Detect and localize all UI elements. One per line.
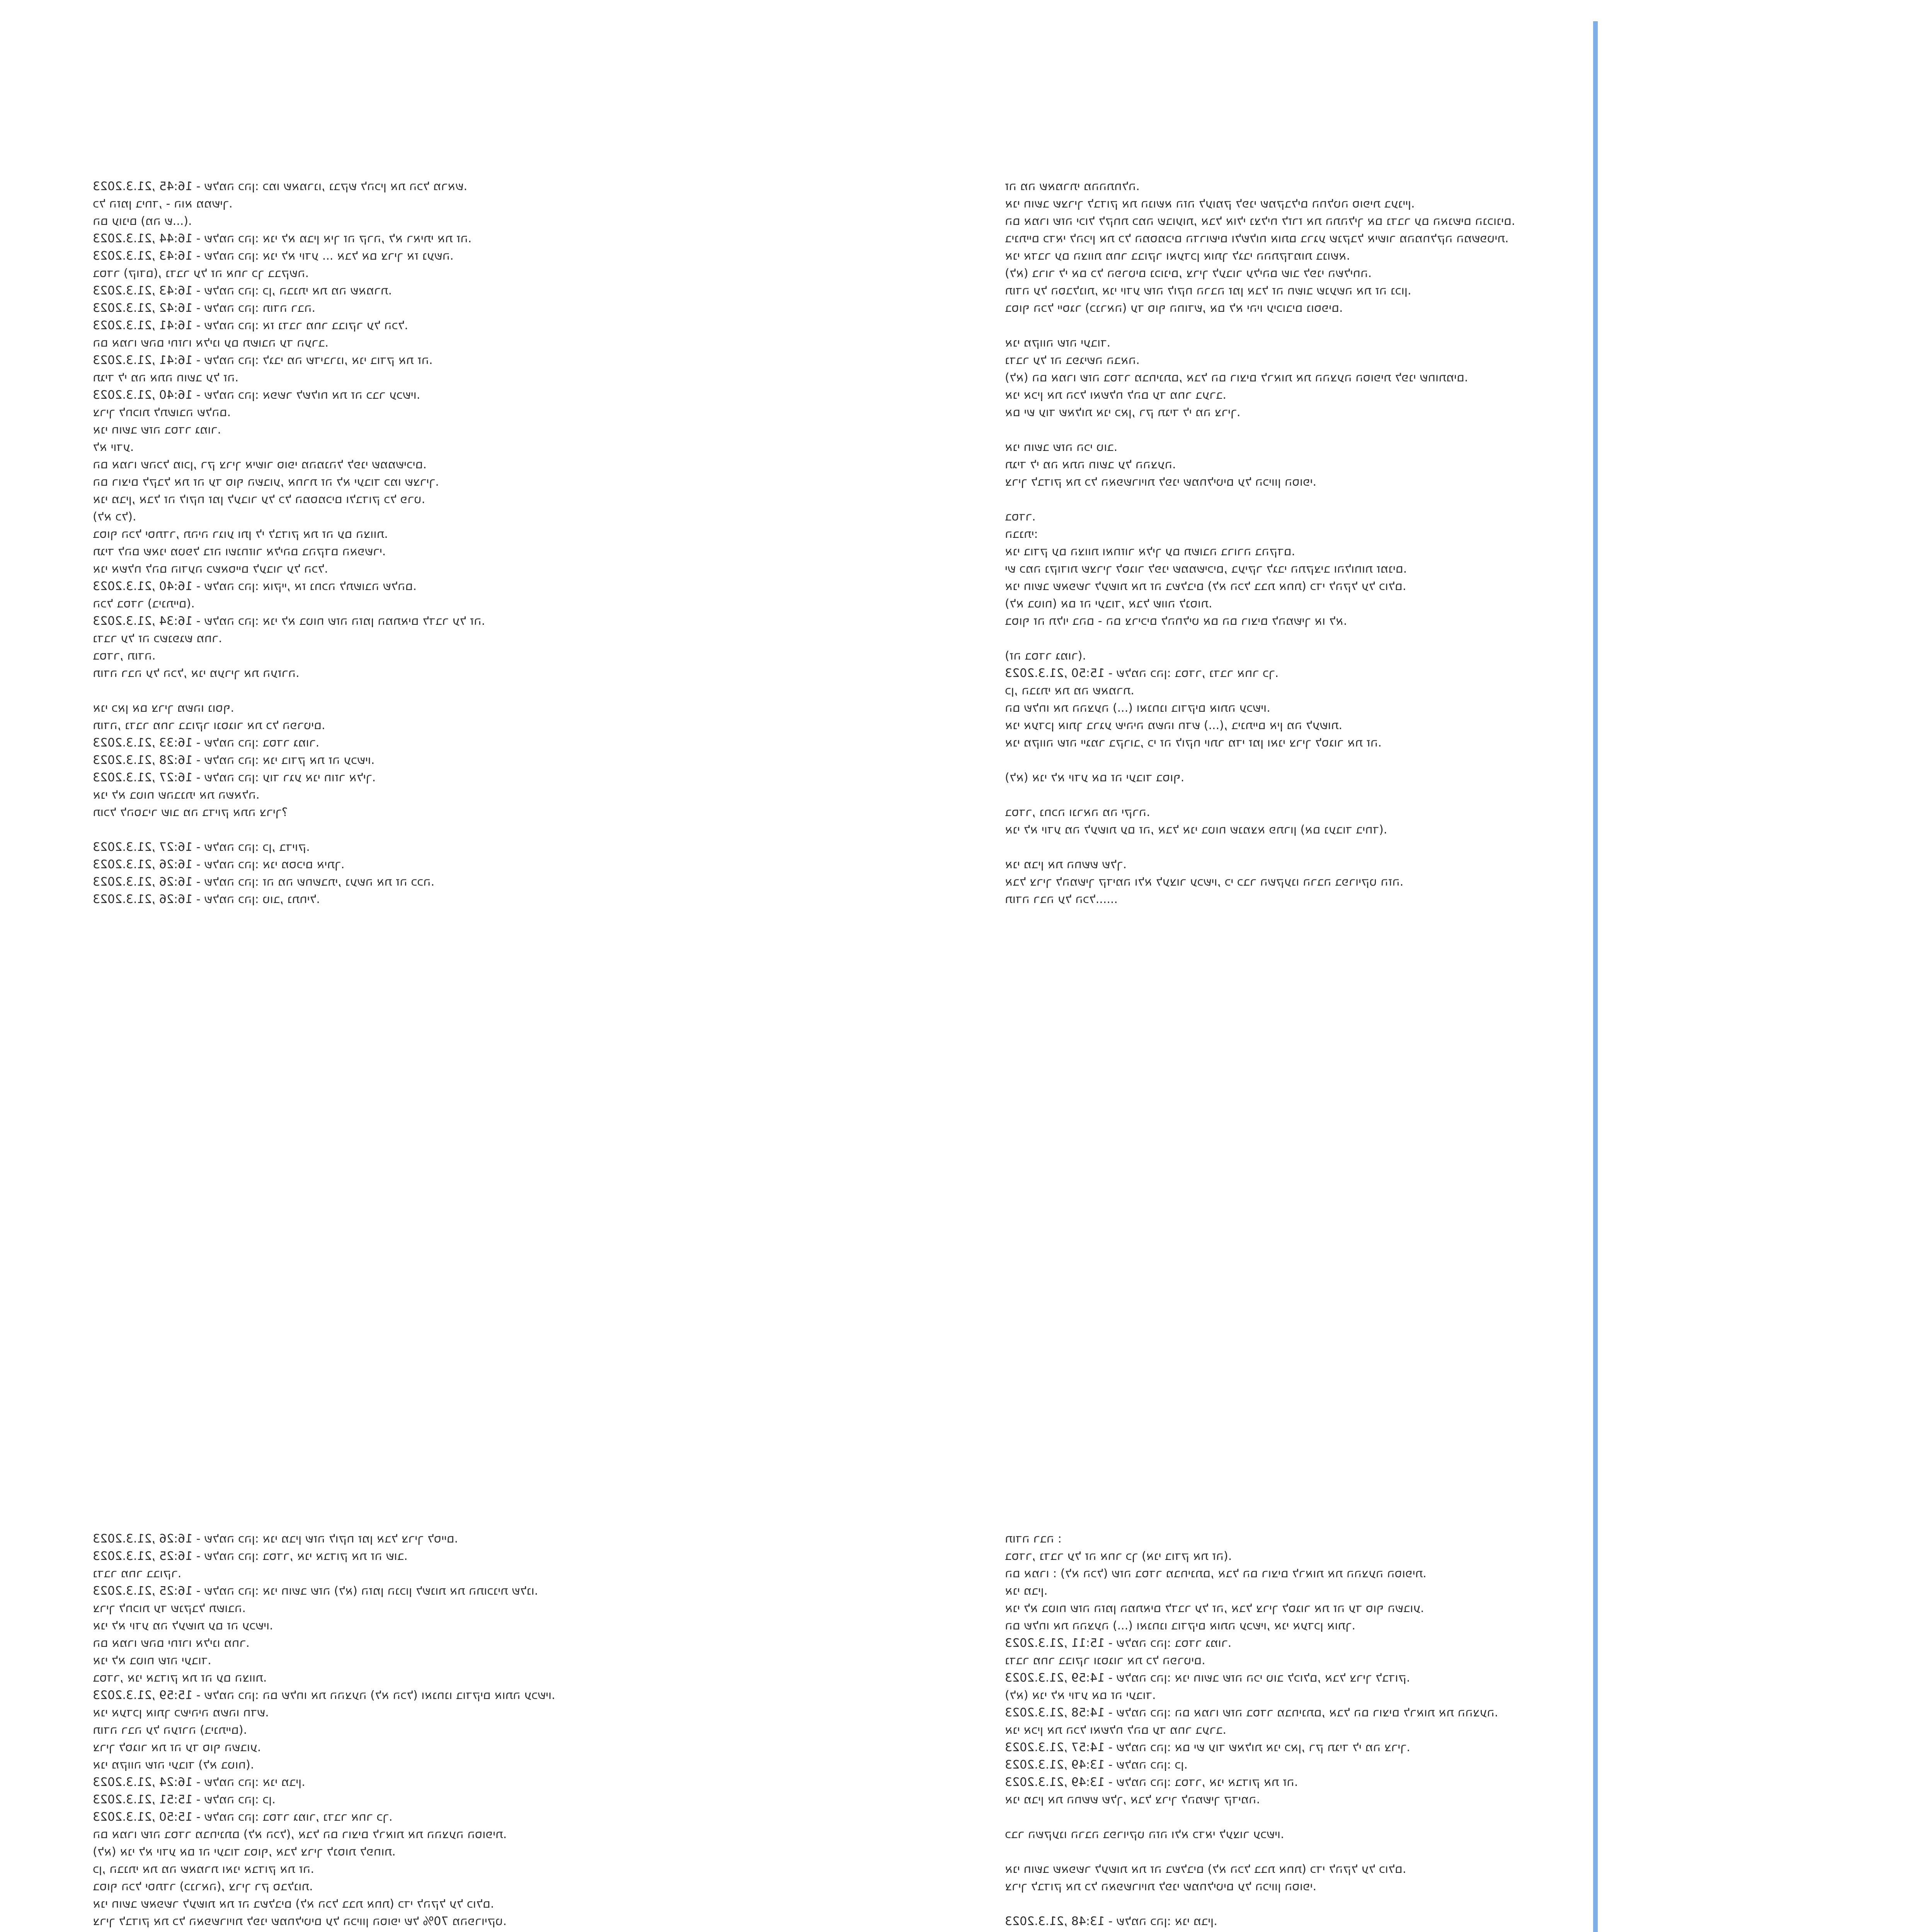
text-line: 21.3.2023, 16:27 - שלמה כהן: עוד רגע אני חוזר אליך. <box>93 771 376 784</box>
text-line: אני כאן אם צריך משהו נוסף. <box>93 701 234 715</box>
text-line: אני לא יודע מה לעשות עם זה, אבל אני בטוח שנמצא פתרון (אם נעבוד ביחד). <box>1005 823 1388 837</box>
text-line: אני מקווה שזה יעבוד (לא בטוח). <box>93 1758 254 1772</box>
text-line: 21.3.2023, 16:26 - שלמה כהן: אני מסכים איתך. <box>93 858 345 871</box>
text-line: תודה רבה על הכל, אני מעריך את העזרה. <box>93 667 300 680</box>
blank-line <box>1005 752 1824 769</box>
text-line: אני מבין את החשש שלך, אבל צריך להמשיך קדימה. <box>1005 1793 1260 1806</box>
text-line: 21.3.2023, 16:43 - שלמה כהן: כן, הבנתי את מה שאמרת. <box>93 284 392 298</box>
text-line: אני לא בטוח שזה הזמן המתאים לדבר על זה, אבל צריך לסגור את זה עד סוף השבוע. <box>1005 1602 1424 1615</box>
text-line: צריך לחכות עד שנקבל תשובה. <box>93 1602 246 1615</box>
text-line: אני לא בטוח שזה יעבוד. <box>93 1654 211 1667</box>
text-line: (לא) אני לא יודע אם זה יעבוד. <box>1005 1689 1156 1702</box>
text-line: אני אדבר עם הצוות מחר בבוקר ואעדכן אותך לגבי ההתקדמות בנושא. <box>1005 249 1350 263</box>
text-line: אני בודק עם הצוות ואחזור אליך עם תשובה ברורה בהקדם. <box>1005 545 1295 558</box>
text-line: כבר השקענו הרבה בפרויקט הזה ולא כדאי לעצור עכשיו. <box>1005 1828 1284 1841</box>
text-line: תגיד להם שאני מטפל בזה ושנחזור אליהם בהקדם האפשרי. <box>93 545 386 558</box>
text-line: 21.3.2023, 13:49 - שלמה כהן: בסדר, אני אבדוק את זה. <box>1005 1776 1298 1789</box>
text-line: הבנתי: <box>1005 527 1038 541</box>
text-line: 21.3.2023, 15:50 - שלמה כהן: בסדר, נדבר אחר כך. <box>1005 667 1279 680</box>
text-line: אני חושב שאפשר לעשות את זה בשלבים (לא הכל בבת אחת) כדי להקל על כולם. <box>1005 580 1406 593</box>
text-block-bottom-left <box>93 1530 897 1932</box>
text-line: אני חושב שזה הכי טוב. <box>1005 440 1118 454</box>
text-line: תודה רבה : <box>1005 1532 1062 1546</box>
text-line: 21.3.2023, 15:50 - שלמה כהן: בסדר גמור, נדבר אחר כך. <box>93 1810 393 1824</box>
text-line: בסדר. <box>1005 510 1036 524</box>
text-line: תודה רבה על הכל...... <box>1005 893 1118 906</box>
text-line: אם יש עוד שאלות אני כאן, רק תגיד לי מה צריך. <box>1005 406 1241 419</box>
text-line: בסדר, נחכה ונראה מה יקרה. <box>1005 806 1150 819</box>
text-line: (לא) הם אמרו שזה בסדר מבחינתם, אבל הם רוצים לראות את ההצעה הסופית לפני שחותמים. <box>1005 371 1468 384</box>
text-line: הם אמרו שזה יכול לקחת כמה שבועות, אבל אולי נצליח לזרז את התהליך אם נדבר עם האנשים הנכונים. <box>1005 214 1515 228</box>
text-line: 21.3.2023, 16:26 - שלמה כהן: אני מבין שזה לוקח זמן אבל צריך לסיים. <box>93 1532 458 1546</box>
blank-line <box>1005 421 1824 439</box>
text-line: יש כמה נקודות שצריך לסגור לפני שממשיכים, בעיקר לגבי התקציב והלוחות זמנים. <box>1005 562 1407 576</box>
text-block-top-right <box>1005 178 1824 1229</box>
text-line: 21.3.2023, 16:40 - שלמה כהן: אוקיי, אז נחכה לתשובה שלהם. <box>93 580 417 593</box>
blank-line <box>1005 1895 1824 1913</box>
text-line <box>93 1930 897 1932</box>
text-line: 21.3.2023, 16:28 - שלמה כהן: אני בודק את זה עכשיו. <box>93 753 375 767</box>
text-line: הם שלחו את ההצעה (...) ואנחנו בודקים אותה עכשיו. <box>1005 701 1270 715</box>
text-line: הם אמרו : (לא הכל) שזה בסדר מבחינתם, אבל הם רוצים לראות את ההצעה הסופית. <box>1005 1567 1427 1580</box>
text-line: (זה בסדר גמור). <box>1005 649 1086 663</box>
text-line: 21.3.2023, 16:24 - שלמה כהן: אני מבין. <box>93 1776 305 1789</box>
text-line: 21.3.2023, 14:58 - שלמה כהן: הם אמרו שזה בסדר מבחינתם, אבל הם רוצים לראות את ההצעה. <box>1005 1706 1498 1719</box>
text-line: בסוף הכל יסתדר, תהיה רגוע ותן לי לבדוק את זה עם הצוות. <box>93 527 388 541</box>
text-line: בסדר (קודם), נדבר על זה אחר כך בבקשה. <box>93 267 309 280</box>
blank-line <box>93 821 796 838</box>
text-line: הכל בסדר (בינתיים). <box>93 597 195 611</box>
text-line: אני אעדכן אותך כשיהיה משהו חדש. <box>93 1706 269 1719</box>
text-line: תודה רבה על העזרה (בינתיים). <box>93 1723 247 1737</box>
text-line: אני אכין את הכל ואשלח להם עד מחר בערב. <box>1005 1723 1226 1737</box>
blank-line <box>1005 491 1824 508</box>
text-line: 21.3.2023, 14:59 - שלמה כהן: אני חושב שזה הכי טוב לכולם, אבל צריך לבדוק. <box>1005 1671 1410 1685</box>
text-line: אני חושב שאפשר לעשות את זה בשלבים (לא הכל בבת אחת) כדי להקל על כולם. <box>93 1897 494 1911</box>
text-line: תוכל להסביר שוב מה בדיוק אתה צריך? <box>93 806 288 819</box>
text-line: כל הזמן ביחד, - הוא ממשיך. <box>93 197 233 211</box>
text-line: הם אמרו שהם יחזרו אלינו עם תשובה עד הערב. <box>93 336 329 350</box>
text-line: 21.3.2023, 16:41 - שלמה כהן: לגבי מה שדיברנו, אני בודק את זה. <box>93 354 433 367</box>
text-line: (לא בטוח) אם זה יעבוד, אבל שווה לנסות. <box>1005 597 1212 611</box>
text-line: הם רוצים לקבל את זה עד סוף השבוע, אחרת זה לא יעבוד כמו שצריך. <box>93 475 439 489</box>
text-line: בסוף הכל יסתדר (כנראה), צריך רק סבלנות. <box>93 1880 313 1893</box>
text-line: בסדר, נדבר על זה אחר כך (אני בודק את זה). <box>1005 1549 1232 1563</box>
text-line: נדבר על זה בפגישה הבאה. <box>1005 354 1140 367</box>
text-line: 21.3.2023, 16:25 - שלמה כהן: אני חושב שזה (לא) הזמן הנכון לשנות את התוכנית שלנו. <box>93 1584 538 1598</box>
blank-line <box>1005 786 1824 804</box>
text-block-bottom-right <box>1005 1530 1824 1932</box>
text-line: בסוף זה תלוי בהם - הם צריכים להחליט אם הם רוצים להמשיך או לא. <box>1005 614 1347 628</box>
text-line: אני חושב שזה בסדר גמור. <box>93 423 221 437</box>
text-line: 21.3.2023, 13:48 - שלמה כהן: אני מבין. <box>1005 1915 1217 1928</box>
text-line: בסדר, תודה. <box>93 649 156 663</box>
text-line: הם שלחו את ההצעה (...) ואנחנו בודקים אותה עכשיו, אני אעדכן אותך. <box>1005 1619 1355 1633</box>
text-line: אני אשלח להם הודעה כשאסיים לעבור על הכל. <box>93 562 328 576</box>
text-line: תגיד לי מה אתה חושב על זה. <box>93 371 239 384</box>
text-line: צריך לבדוק את כל האפשרויות לפני שמחליטים על הכיוון הסופי של 70% מהפרויקט. <box>93 1915 507 1928</box>
text-line: 21.3.2023, 16:33 - שלמה כהן: בסדר גמור. <box>93 736 320 750</box>
text-line: הם אמרו שהכל מוכן, רק צריך אישור סופי מהמנהל לפני שממשיכים. <box>93 458 427 471</box>
text-line: הם עונים (מה ש...). <box>93 214 192 228</box>
text-line: אני אכין את הכל ואשלח להם עד מחר בערב. <box>1005 388 1226 402</box>
text-line: 21.3.2023, 16:26 - שלמה כהן: זה מה שחשבתי, נעשה את זה ככה. <box>93 875 435 889</box>
blank-line <box>1005 1808 1824 1826</box>
text-line: אני לא בטוח שהבנתי את השאלה. <box>93 788 260 802</box>
text-line: בינתיים כדאי להכין את כל המסמכים הדרושים ולשלוח אותם ברגע שנקבל אישור מהמחלקה המשפטית. <box>1005 232 1509 245</box>
text-line: צריך לבדוק את כל האפשרויות לפני שמחליטים על הכיוון הסופי. <box>1005 475 1316 489</box>
text-line: 21.3.2023, 16:43 - שלמה כהן: אני לא יודע ... אבל אם צריך אז נעשה. <box>93 249 454 263</box>
text-line: נדבר מחר בבוקר. <box>93 1567 182 1580</box>
text-line: 21.3.2023, 13:49 - שלמה כהן: כן. <box>1005 1758 1188 1772</box>
text-line: בסדר, אני אבדוק את זה עם הצוות. <box>93 1671 267 1685</box>
text-line: 21.3.2023, 16:45 - שלמה כהן: כמו שאמרנו, נבקש להכין את הכל מראש. <box>93 180 467 193</box>
text-line: נדבר על זה כשנפגש מחר. <box>93 632 222 645</box>
text-line: אבל צריך להמשיך קדימה ולא לעצור עכשיו, כי כבר השקענו הרבה בפרויקט הזה. <box>1005 875 1404 889</box>
text-line: תגיד לי מה אתה חושב על ההצעה. <box>1005 458 1176 471</box>
blank-line <box>1005 838 1824 856</box>
text-line: 21.3.2023, 16:40 - שלמה כהן: אפשר לשלוח את זה כבר עכשיו. <box>93 388 421 402</box>
text-line: הם אמרו שהם יחזרו אלינו מחר. <box>93 1636 250 1650</box>
text-line: 21.3.2023, 14:57 - שלמה כהן: אם יש עוד שאלות אני כאן, רק תגיד לי מה צריך. <box>1005 1741 1410 1754</box>
text-line: אני מבין את החשש שלך. <box>1005 858 1127 871</box>
text-line: צריך לבדוק את כל האפשרויות לפני שמחליטים על הכיוון הסופי. <box>1005 1880 1316 1893</box>
text-line: אני מקווה שזה יעבוד. <box>1005 336 1111 350</box>
text-line: 21.3.2023, 15:11 - שלמה כהן: בסדר גמור. <box>1005 1636 1232 1650</box>
text-line: בסוף הכל ייסגר (כנראה) עד סוף החודש, אם לא יהיו עיכובים נוספים. <box>1005 301 1343 315</box>
text-line: (לא) אני לא יודע אם זה יעבוד בסוף, אבל צריך לנסות לפחות. <box>93 1845 396 1859</box>
text-line: 21.3.2023, 16:34 - שלמה כהן: אני לא בטוח שזה הזמן המתאים לדבר על זה. <box>93 614 485 628</box>
text-line: תודה, נדבר מחר בבוקר ונסגור את כל הפרטים. <box>93 719 325 732</box>
blank-line <box>1005 630 1824 647</box>
text-line: נדבר מחר בבוקר ונסגור את כל הפרטים. <box>1005 1654 1205 1667</box>
text-line: הם אמרו שזה בסדר מבחינתם (לא הכל), אבל הם רוצים לראות את ההצעה הסופית. <box>93 1828 507 1841</box>
text-line <box>1005 1930 1824 1932</box>
text-line: לא יודע. <box>93 440 134 454</box>
text-block-top-left <box>93 178 796 1229</box>
blank-line <box>1005 1843 1824 1861</box>
text-line: 21.3.2023, 16:26 - שלמה כהן: טוב, נתחיל. <box>93 893 320 906</box>
text-line: אני אעדכן אותך ברגע שיהיה משהו חדש (...), בינתיים אין מה לעשות. <box>1005 719 1342 732</box>
text-line: 21.3.2023, 15:51 - שלמה כהן: כן. <box>93 1793 276 1806</box>
text-line: אני מבין. <box>1005 1584 1048 1598</box>
text-line: 21.3.2023, 15:59 - שלמה כהן: הם שלחו את ההצעה (לא הכל) ואנחנו בודקים אותה עכשיו. <box>93 1689 555 1702</box>
text-line: 21.3.2023, 16:27 - שלמה כהן: כן, בדיוק. <box>93 840 310 854</box>
text-line: 21.3.2023, 16:44 - שלמה כהן: אני לא מבין איך זה קרה, לא ראיתי את זה. <box>93 232 472 245</box>
text-line: (לא) ברור לי אם כל הפרטים נכונים, צריך לעבור עליהם שוב לפני השליחה. <box>1005 267 1372 280</box>
text-line: צריך לחכות לתשובה שלהם. <box>93 406 231 419</box>
text-line: אני לא יודע מה לעשות עם זה עכשיו. <box>93 1619 273 1633</box>
blank-line <box>93 682 796 699</box>
text-line: זה מה שאמרתי מההתחלה. <box>1005 180 1140 193</box>
text-line: כן, הבנתי את מה שאמרת. <box>1005 684 1134 697</box>
text-line: צריך לסגור את זה עד סוף השבוע. <box>93 1741 261 1754</box>
text-line: (לא כל). <box>93 510 136 524</box>
text-line: אני מקווה שזה ייגמר בקרוב, כי זה לוקח יותר מדי זמן ואני צריך לסגור את זה. <box>1005 736 1382 750</box>
text-line: 21.3.2023, 16:25 - שלמה כהן: בסדר, אני אבדוק את זה שוב. <box>93 1549 408 1563</box>
text-line: אני חושב שצריך לבדוק את הנושא הזה לעומק לפני שמקבלים החלטה סופית בעניין. <box>1005 197 1415 211</box>
blank-line <box>1005 317 1824 334</box>
text-line: כן, הבנתי את מה שאמרת ואני אבדוק את זה. <box>93 1862 314 1876</box>
text-line: 21.3.2023, 16:42 - שלמה כהן: תודה רבה. <box>93 301 316 315</box>
text-line: 21.3.2023, 16:41 - שלמה כהן: אז נדבר מחר בבוקר על הכל. <box>93 319 408 332</box>
text-line: (לא) אני לא יודע אם זה יעבוד בסוף. <box>1005 771 1185 784</box>
scanner-blue-line <box>1593 21 1598 1932</box>
text-line: תודה על הסבלנות, אני יודע שזה לוקח הרבה זמן אבל זה חשוב שנעשה את זה נכון. <box>1005 284 1411 298</box>
text-line: אני חושב שאפשר לעשות את זה בשלבים (לא הכל בבת אחת) כדי להקל על כולם. <box>1005 1862 1406 1876</box>
text-line: אני מבין, אבל זה לוקח זמן לעבור על כל המסמכים ולבדוק כל פרט. <box>93 493 426 506</box>
